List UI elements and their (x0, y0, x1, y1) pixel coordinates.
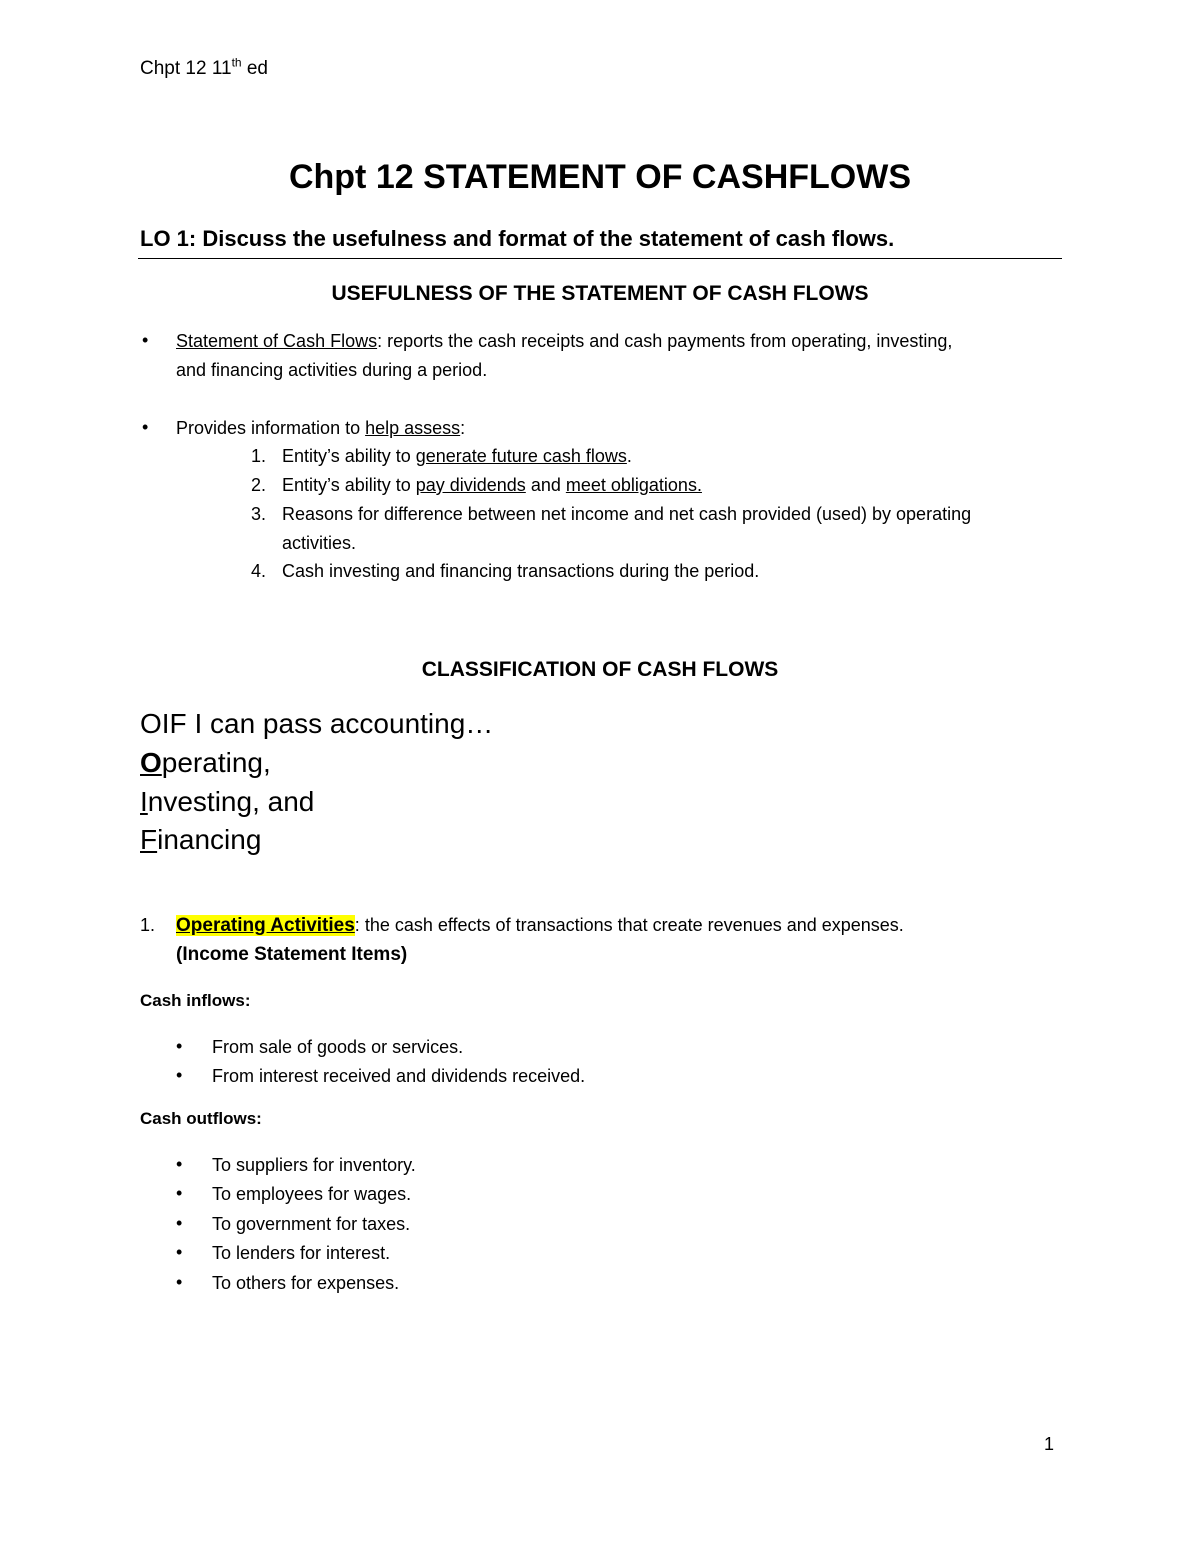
mnemonic-financing: Financing (140, 824, 262, 855)
page-header: Chpt 12 11th ed (140, 55, 268, 79)
list-item: Cash investing and financing transactions during the period. (282, 561, 760, 581)
list-item: From sale of goods or services. (212, 1037, 464, 1057)
list-item: To suppliers for inventory. (212, 1155, 416, 1175)
bullet-icon: • (176, 1036, 183, 1056)
list-item: To government for taxes. (212, 1214, 411, 1234)
section-heading-classification: CLASSIFICATION OF CASH FLOWS (421, 658, 779, 681)
operating-subtitle: (Income Statement Items) (176, 944, 408, 965)
bullet-provides-information: Provides information to help assess: (176, 418, 466, 438)
list-item: From interest received and dividends received. (212, 1066, 586, 1086)
list-item: Entity’s ability to generate future cash flows. (282, 446, 632, 466)
mnemonic-operating: Operating, (140, 747, 271, 778)
bullet-icon: • (176, 1272, 183, 1292)
list-number: 3. (250, 504, 266, 524)
bullet-icon: • (142, 330, 149, 350)
list-item: Entity’s ability to pay dividends and meet obligations. (282, 475, 702, 495)
list-number: 2. (250, 475, 266, 495)
divider (138, 258, 1062, 259)
bullet-icon: • (176, 1183, 183, 1203)
bullet-icon: • (176, 1065, 183, 1085)
learning-objective: LO 1: Discuss the usefulness and format of the statement of cash flows. (140, 226, 895, 251)
mnemonic-line: OIF I can pass accounting… (140, 708, 494, 739)
bullet-icon: • (176, 1213, 183, 1233)
section-heading-usefulness: USEFULNESS OF THE STATEMENT OF CASH FLOWS (331, 282, 869, 305)
cash-outflows-label: Cash outflows: (140, 1109, 262, 1128)
list-item: To employees for wages. (212, 1184, 412, 1204)
bullet-icon: • (176, 1242, 183, 1262)
cash-inflows-label: Cash inflows: (140, 991, 251, 1010)
list-item: To others for expenses. (212, 1273, 400, 1293)
page-number: 1 (1044, 1434, 1055, 1454)
operating-activities-definition: Operating Activities: the cash effects of transactions that create revenues and expenses. (176, 915, 904, 936)
mnemonic-investing: Investing, and (140, 786, 315, 817)
document-title: Chpt 12 STATEMENT OF CASHFLOWS (288, 158, 912, 196)
bullet-statement-of-cash-flows: Statement of Cash Flows: reports the cash receipts and cash payments from operating, investing, and financing activities during a period. (176, 331, 953, 380)
list-number: 1. (140, 915, 156, 935)
list-item: To lenders for interest. (212, 1243, 391, 1263)
bullet-icon: • (142, 417, 149, 437)
list-number: 1. (250, 446, 266, 466)
list-item: Reasons for difference between net income and net cash provided (used) by operating activities. (282, 504, 972, 553)
list-number: 4. (250, 561, 266, 581)
bullet-icon: • (176, 1154, 183, 1174)
